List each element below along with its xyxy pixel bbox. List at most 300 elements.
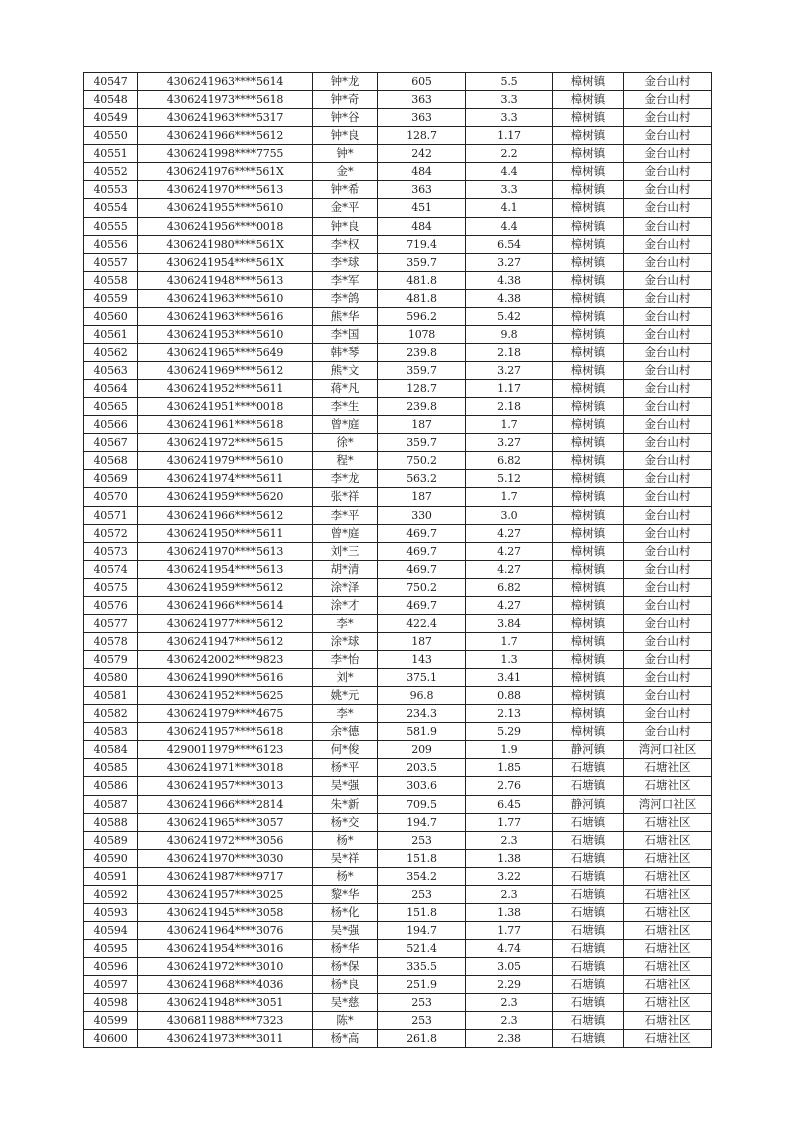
cell-row-number: 40582 — [84, 705, 138, 723]
cell-amount: 605 — [378, 73, 466, 91]
cell-town: 樟树镇 — [553, 669, 624, 687]
table-row — [84, 307, 712, 325]
cell-name: 吴*强 — [313, 777, 378, 795]
cell-id-number: 4306241966****5614 — [138, 596, 313, 614]
cell-name: 涂*球 — [313, 632, 378, 650]
cell-row-number: 40566 — [84, 416, 138, 434]
cell-village: 金台山村 — [624, 199, 712, 217]
cell-town: 樟树镇 — [553, 632, 624, 650]
cell-village: 金台山村 — [624, 723, 712, 741]
table-row — [84, 253, 712, 271]
cell-id-number: 4306241966****5612 — [138, 506, 313, 524]
cell-amount: 143 — [378, 651, 466, 669]
cell-id-number: 4306241966****5612 — [138, 127, 313, 145]
cell-quantity: 2.18 — [466, 398, 553, 416]
cell-row-number: 40596 — [84, 958, 138, 976]
table-row — [84, 434, 712, 452]
cell-quantity: 3.27 — [466, 434, 553, 452]
cell-name: 钟*奇 — [313, 91, 378, 109]
cell-village: 石塘社区 — [624, 885, 712, 903]
cell-row-number: 40586 — [84, 777, 138, 795]
cell-quantity: 3.3 — [466, 181, 553, 199]
cell-village: 金台山村 — [624, 91, 712, 109]
cell-village: 金台山村 — [624, 524, 712, 542]
cell-row-number: 40553 — [84, 181, 138, 199]
cell-village: 金台山村 — [624, 470, 712, 488]
cell-amount: 484 — [378, 163, 466, 181]
cell-name: 张*祥 — [313, 488, 378, 506]
cell-amount: 750.2 — [378, 452, 466, 470]
cell-id-number: 4306241964****3076 — [138, 921, 313, 939]
cell-row-number: 40551 — [84, 145, 138, 163]
cell-village: 金台山村 — [624, 596, 712, 614]
cell-name: 杨*交 — [313, 813, 378, 831]
cell-row-number: 40549 — [84, 109, 138, 127]
table-body — [84, 73, 712, 1048]
cell-town: 樟树镇 — [553, 181, 624, 199]
cell-name: 李*平 — [313, 506, 378, 524]
cell-name: 金*平 — [313, 199, 378, 217]
cell-town: 樟树镇 — [553, 542, 624, 560]
cell-row-number: 40588 — [84, 813, 138, 831]
cell-name: 曾*庭 — [313, 416, 378, 434]
cell-town: 石塘镇 — [553, 831, 624, 849]
cell-village: 金台山村 — [624, 614, 712, 632]
cell-village: 金台山村 — [624, 235, 712, 253]
cell-town: 石塘镇 — [553, 759, 624, 777]
cell-village: 金台山村 — [624, 181, 712, 199]
cell-village: 金台山村 — [624, 145, 712, 163]
cell-village: 金台山村 — [624, 73, 712, 91]
cell-id-number: 4306241963****5614 — [138, 73, 313, 91]
cell-town: 樟树镇 — [553, 199, 624, 217]
cell-town: 樟树镇 — [553, 91, 624, 109]
table-row — [84, 795, 712, 813]
cell-quantity: 2.76 — [466, 777, 553, 795]
cell-name: 钟*龙 — [313, 73, 378, 91]
cell-village: 金台山村 — [624, 343, 712, 361]
cell-row-number: 40599 — [84, 1012, 138, 1030]
cell-name: 杨*良 — [313, 976, 378, 994]
cell-town: 樟树镇 — [553, 488, 624, 506]
cell-id-number: 4306241972****3056 — [138, 831, 313, 849]
cell-town: 石塘镇 — [553, 849, 624, 867]
table-row — [84, 777, 712, 795]
cell-name: 朱*新 — [313, 795, 378, 813]
cell-town: 石塘镇 — [553, 940, 624, 958]
cell-row-number: 40548 — [84, 91, 138, 109]
cell-village: 金台山村 — [624, 325, 712, 343]
cell-quantity: 5.5 — [466, 73, 553, 91]
cell-amount: 253 — [378, 885, 466, 903]
cell-quantity: 0.88 — [466, 687, 553, 705]
cell-row-number: 40581 — [84, 687, 138, 705]
cell-id-number: 4306241969****5612 — [138, 362, 313, 380]
cell-name: 钟* — [313, 145, 378, 163]
cell-amount: 719.4 — [378, 235, 466, 253]
table-row — [84, 921, 712, 939]
cell-town: 樟树镇 — [553, 325, 624, 343]
cell-town: 石塘镇 — [553, 976, 624, 994]
table-row — [84, 91, 712, 109]
cell-id-number: 4306241954****3016 — [138, 940, 313, 958]
cell-row-number: 40567 — [84, 434, 138, 452]
cell-quantity: 4.27 — [466, 524, 553, 542]
cell-id-number: 4306241954****5613 — [138, 560, 313, 578]
cell-town: 石塘镇 — [553, 958, 624, 976]
cell-name: 杨*保 — [313, 958, 378, 976]
cell-name: 蒋*凡 — [313, 380, 378, 398]
cell-town: 樟树镇 — [553, 235, 624, 253]
cell-town: 樟树镇 — [553, 470, 624, 488]
cell-quantity: 1.3 — [466, 651, 553, 669]
cell-town: 樟树镇 — [553, 127, 624, 145]
cell-amount: 375.1 — [378, 669, 466, 687]
cell-id-number: 4306241963****5610 — [138, 289, 313, 307]
cell-id-number: 4306241945****3058 — [138, 903, 313, 921]
cell-village: 石塘社区 — [624, 940, 712, 958]
cell-town: 樟树镇 — [553, 560, 624, 578]
cell-id-number: 4306241971****3018 — [138, 759, 313, 777]
cell-quantity: 1.38 — [466, 849, 553, 867]
cell-id-number: 4306241957****5618 — [138, 723, 313, 741]
table-row — [84, 380, 712, 398]
cell-quantity: 3.27 — [466, 253, 553, 271]
cell-amount: 596.2 — [378, 307, 466, 325]
table-row — [84, 1030, 712, 1048]
cell-amount: 422.4 — [378, 614, 466, 632]
cell-quantity: 2.18 — [466, 343, 553, 361]
cell-quantity: 4.38 — [466, 289, 553, 307]
cell-amount: 187 — [378, 632, 466, 650]
cell-village: 金台山村 — [624, 271, 712, 289]
cell-village: 石塘社区 — [624, 777, 712, 795]
table-row — [84, 235, 712, 253]
table-row — [84, 145, 712, 163]
table-row — [84, 1012, 712, 1030]
cell-quantity: 5.29 — [466, 723, 553, 741]
table-row — [84, 578, 712, 596]
table-row — [84, 651, 712, 669]
cell-quantity: 6.45 — [466, 795, 553, 813]
table-row — [84, 885, 712, 903]
cell-village: 湾河口社区 — [624, 795, 712, 813]
cell-amount: 194.7 — [378, 813, 466, 831]
cell-village: 金台山村 — [624, 163, 712, 181]
cell-id-number: 4306241950****5611 — [138, 524, 313, 542]
cell-row-number: 40579 — [84, 651, 138, 669]
cell-village: 金台山村 — [624, 687, 712, 705]
table-row — [84, 976, 712, 994]
cell-id-number: 4306241952****5625 — [138, 687, 313, 705]
cell-name: 金* — [313, 163, 378, 181]
cell-amount: 251.9 — [378, 976, 466, 994]
cell-amount: 469.7 — [378, 524, 466, 542]
cell-row-number: 40577 — [84, 614, 138, 632]
table-row — [84, 994, 712, 1012]
cell-row-number: 40598 — [84, 994, 138, 1012]
table-row — [84, 831, 712, 849]
cell-quantity: 2.3 — [466, 994, 553, 1012]
table-row — [84, 560, 712, 578]
cell-name: 吴*慈 — [313, 994, 378, 1012]
cell-row-number: 40587 — [84, 795, 138, 813]
cell-amount: 750.2 — [378, 578, 466, 596]
cell-name: 李*怡 — [313, 651, 378, 669]
cell-row-number: 40583 — [84, 723, 138, 741]
cell-amount: 253 — [378, 1012, 466, 1030]
cell-id-number: 4306241965****3057 — [138, 813, 313, 831]
cell-town: 樟树镇 — [553, 362, 624, 380]
cell-row-number: 40597 — [84, 976, 138, 994]
cell-id-number: 4306241965****5649 — [138, 343, 313, 361]
table-row — [84, 398, 712, 416]
cell-row-number: 40557 — [84, 253, 138, 271]
cell-name: 李*军 — [313, 271, 378, 289]
cell-village: 石塘社区 — [624, 976, 712, 994]
cell-amount: 128.7 — [378, 380, 466, 398]
cell-id-number: 4306241951****0018 — [138, 398, 313, 416]
cell-village: 石塘社区 — [624, 759, 712, 777]
cell-amount: 209 — [378, 741, 466, 759]
cell-quantity: 3.22 — [466, 867, 553, 885]
cell-amount: 151.8 — [378, 849, 466, 867]
cell-name: 涂*才 — [313, 596, 378, 614]
cell-row-number: 40562 — [84, 343, 138, 361]
subsidy-table — [83, 72, 712, 1048]
cell-quantity: 4.4 — [466, 163, 553, 181]
cell-village: 石塘社区 — [624, 994, 712, 1012]
cell-town: 石塘镇 — [553, 994, 624, 1012]
table-row — [84, 452, 712, 470]
cell-row-number: 40558 — [84, 271, 138, 289]
cell-amount: 203.5 — [378, 759, 466, 777]
cell-quantity: 1.9 — [466, 741, 553, 759]
cell-village: 金台山村 — [624, 380, 712, 398]
cell-amount: 469.7 — [378, 560, 466, 578]
cell-village: 金台山村 — [624, 488, 712, 506]
cell-quantity: 3.0 — [466, 506, 553, 524]
cell-id-number: 4306241973****3011 — [138, 1030, 313, 1048]
cell-name: 刘*三 — [313, 542, 378, 560]
cell-id-number: 4306241957****3025 — [138, 885, 313, 903]
table-row — [84, 524, 712, 542]
cell-name: 胡*清 — [313, 560, 378, 578]
cell-amount: 581.9 — [378, 723, 466, 741]
cell-name: 曾*庭 — [313, 524, 378, 542]
cell-row-number: 40556 — [84, 235, 138, 253]
cell-name: 吴*祥 — [313, 849, 378, 867]
cell-village: 石塘社区 — [624, 867, 712, 885]
cell-village: 湾河口社区 — [624, 741, 712, 759]
table-row — [84, 488, 712, 506]
cell-id-number: 4306241955****5610 — [138, 199, 313, 217]
cell-town: 樟树镇 — [553, 253, 624, 271]
table-row — [84, 362, 712, 380]
table-row — [84, 958, 712, 976]
cell-name: 李*权 — [313, 235, 378, 253]
cell-quantity: 9.8 — [466, 325, 553, 343]
table-row — [84, 940, 712, 958]
cell-town: 石塘镇 — [553, 885, 624, 903]
cell-name: 杨*高 — [313, 1030, 378, 1048]
table-row — [84, 109, 712, 127]
cell-town: 樟树镇 — [553, 578, 624, 596]
cell-quantity: 2.2 — [466, 145, 553, 163]
cell-id-number: 4306241959****5620 — [138, 488, 313, 506]
cell-quantity: 4.27 — [466, 542, 553, 560]
cell-name: 何*俊 — [313, 741, 378, 759]
cell-quantity: 5.42 — [466, 307, 553, 325]
cell-quantity: 4.27 — [466, 560, 553, 578]
cell-town: 樟树镇 — [553, 434, 624, 452]
cell-quantity: 2.38 — [466, 1030, 553, 1048]
cell-row-number: 40578 — [84, 632, 138, 650]
cell-id-number: 4306811988****7323 — [138, 1012, 313, 1030]
cell-amount: 234.3 — [378, 705, 466, 723]
cell-village: 石塘社区 — [624, 831, 712, 849]
table-row — [84, 542, 712, 560]
cell-amount: 484 — [378, 217, 466, 235]
cell-village: 金台山村 — [624, 217, 712, 235]
cell-name: 熊*文 — [313, 362, 378, 380]
cell-amount: 363 — [378, 109, 466, 127]
cell-amount: 469.7 — [378, 596, 466, 614]
cell-name: 杨*华 — [313, 940, 378, 958]
cell-amount: 187 — [378, 416, 466, 434]
cell-amount: 151.8 — [378, 903, 466, 921]
table-row — [84, 127, 712, 145]
table-row — [84, 325, 712, 343]
cell-id-number: 4306241980****561X — [138, 235, 313, 253]
cell-name: 钟*希 — [313, 181, 378, 199]
cell-row-number: 40555 — [84, 217, 138, 235]
cell-village: 金台山村 — [624, 307, 712, 325]
table-row — [84, 723, 712, 741]
cell-amount: 709.5 — [378, 795, 466, 813]
cell-village: 金台山村 — [624, 578, 712, 596]
cell-name: 韩*琴 — [313, 343, 378, 361]
cell-quantity: 1.77 — [466, 813, 553, 831]
cell-village: 金台山村 — [624, 452, 712, 470]
cell-amount: 469.7 — [378, 542, 466, 560]
cell-row-number: 40589 — [84, 831, 138, 849]
cell-id-number: 4306242002****9823 — [138, 651, 313, 669]
cell-name: 李*生 — [313, 398, 378, 416]
cell-amount: 128.7 — [378, 127, 466, 145]
cell-town: 石塘镇 — [553, 903, 624, 921]
cell-amount: 1078 — [378, 325, 466, 343]
cell-name: 涂*泽 — [313, 578, 378, 596]
cell-town: 樟树镇 — [553, 380, 624, 398]
cell-village: 石塘社区 — [624, 849, 712, 867]
cell-quantity: 1.7 — [466, 416, 553, 434]
cell-name: 李* — [313, 614, 378, 632]
cell-quantity: 3.27 — [466, 362, 553, 380]
cell-name: 陈* — [313, 1012, 378, 1030]
cell-amount: 481.8 — [378, 271, 466, 289]
cell-amount: 253 — [378, 831, 466, 849]
cell-village: 金台山村 — [624, 542, 712, 560]
cell-village: 金台山村 — [624, 253, 712, 271]
cell-town: 樟树镇 — [553, 614, 624, 632]
cell-row-number: 40564 — [84, 380, 138, 398]
cell-id-number: 4306241948****3051 — [138, 994, 313, 1012]
cell-village: 金台山村 — [624, 398, 712, 416]
cell-name: 余*德 — [313, 723, 378, 741]
cell-row-number: 40570 — [84, 488, 138, 506]
cell-amount: 359.7 — [378, 253, 466, 271]
table-row — [84, 741, 712, 759]
cell-id-number: 4306241963****5616 — [138, 307, 313, 325]
cell-name: 李*球 — [313, 253, 378, 271]
cell-id-number: 4306241959****5612 — [138, 578, 313, 596]
cell-quantity: 6.82 — [466, 578, 553, 596]
cell-town: 樟树镇 — [553, 307, 624, 325]
cell-amount: 242 — [378, 145, 466, 163]
table-row — [84, 217, 712, 235]
cell-row-number: 40585 — [84, 759, 138, 777]
table-row — [84, 343, 712, 361]
table-row — [84, 470, 712, 488]
cell-id-number: 4306241987****9717 — [138, 867, 313, 885]
cell-id-number: 4306241953****5610 — [138, 325, 313, 343]
cell-town: 石塘镇 — [553, 921, 624, 939]
cell-quantity: 1.7 — [466, 488, 553, 506]
cell-town: 樟树镇 — [553, 217, 624, 235]
cell-row-number: 40552 — [84, 163, 138, 181]
cell-quantity: 4.4 — [466, 217, 553, 235]
cell-amount: 363 — [378, 181, 466, 199]
cell-town: 石塘镇 — [553, 813, 624, 831]
cell-name: 钟*良 — [313, 127, 378, 145]
cell-name: 杨*化 — [313, 903, 378, 921]
cell-amount: 239.8 — [378, 343, 466, 361]
cell-quantity: 4.74 — [466, 940, 553, 958]
cell-amount: 253 — [378, 994, 466, 1012]
cell-quantity: 1.7 — [466, 632, 553, 650]
cell-quantity: 4.27 — [466, 596, 553, 614]
cell-quantity: 1.17 — [466, 380, 553, 398]
cell-id-number: 4306241990****5616 — [138, 669, 313, 687]
cell-town: 静河镇 — [553, 741, 624, 759]
cell-quantity: 6.54 — [466, 235, 553, 253]
cell-row-number: 40565 — [84, 398, 138, 416]
cell-name: 杨*平 — [313, 759, 378, 777]
table-row — [84, 903, 712, 921]
cell-id-number: 4306241948****5613 — [138, 271, 313, 289]
cell-name: 李* — [313, 705, 378, 723]
cell-quantity: 4.38 — [466, 271, 553, 289]
table-row — [84, 849, 712, 867]
cell-town: 樟树镇 — [553, 524, 624, 542]
cell-quantity: 2.29 — [466, 976, 553, 994]
cell-quantity: 4.1 — [466, 199, 553, 217]
cell-amount: 194.7 — [378, 921, 466, 939]
table-row — [84, 199, 712, 217]
cell-town: 樟树镇 — [553, 289, 624, 307]
cell-id-number: 4306241973****5618 — [138, 91, 313, 109]
cell-id-number: 4306241966****2814 — [138, 795, 313, 813]
cell-id-number: 4306241957****3013 — [138, 777, 313, 795]
cell-village: 石塘社区 — [624, 813, 712, 831]
cell-id-number: 4306241974****5611 — [138, 470, 313, 488]
cell-row-number: 40594 — [84, 921, 138, 939]
cell-name: 钟*谷 — [313, 109, 378, 127]
table-row — [84, 73, 712, 91]
cell-village: 金台山村 — [624, 416, 712, 434]
table-row — [84, 163, 712, 181]
